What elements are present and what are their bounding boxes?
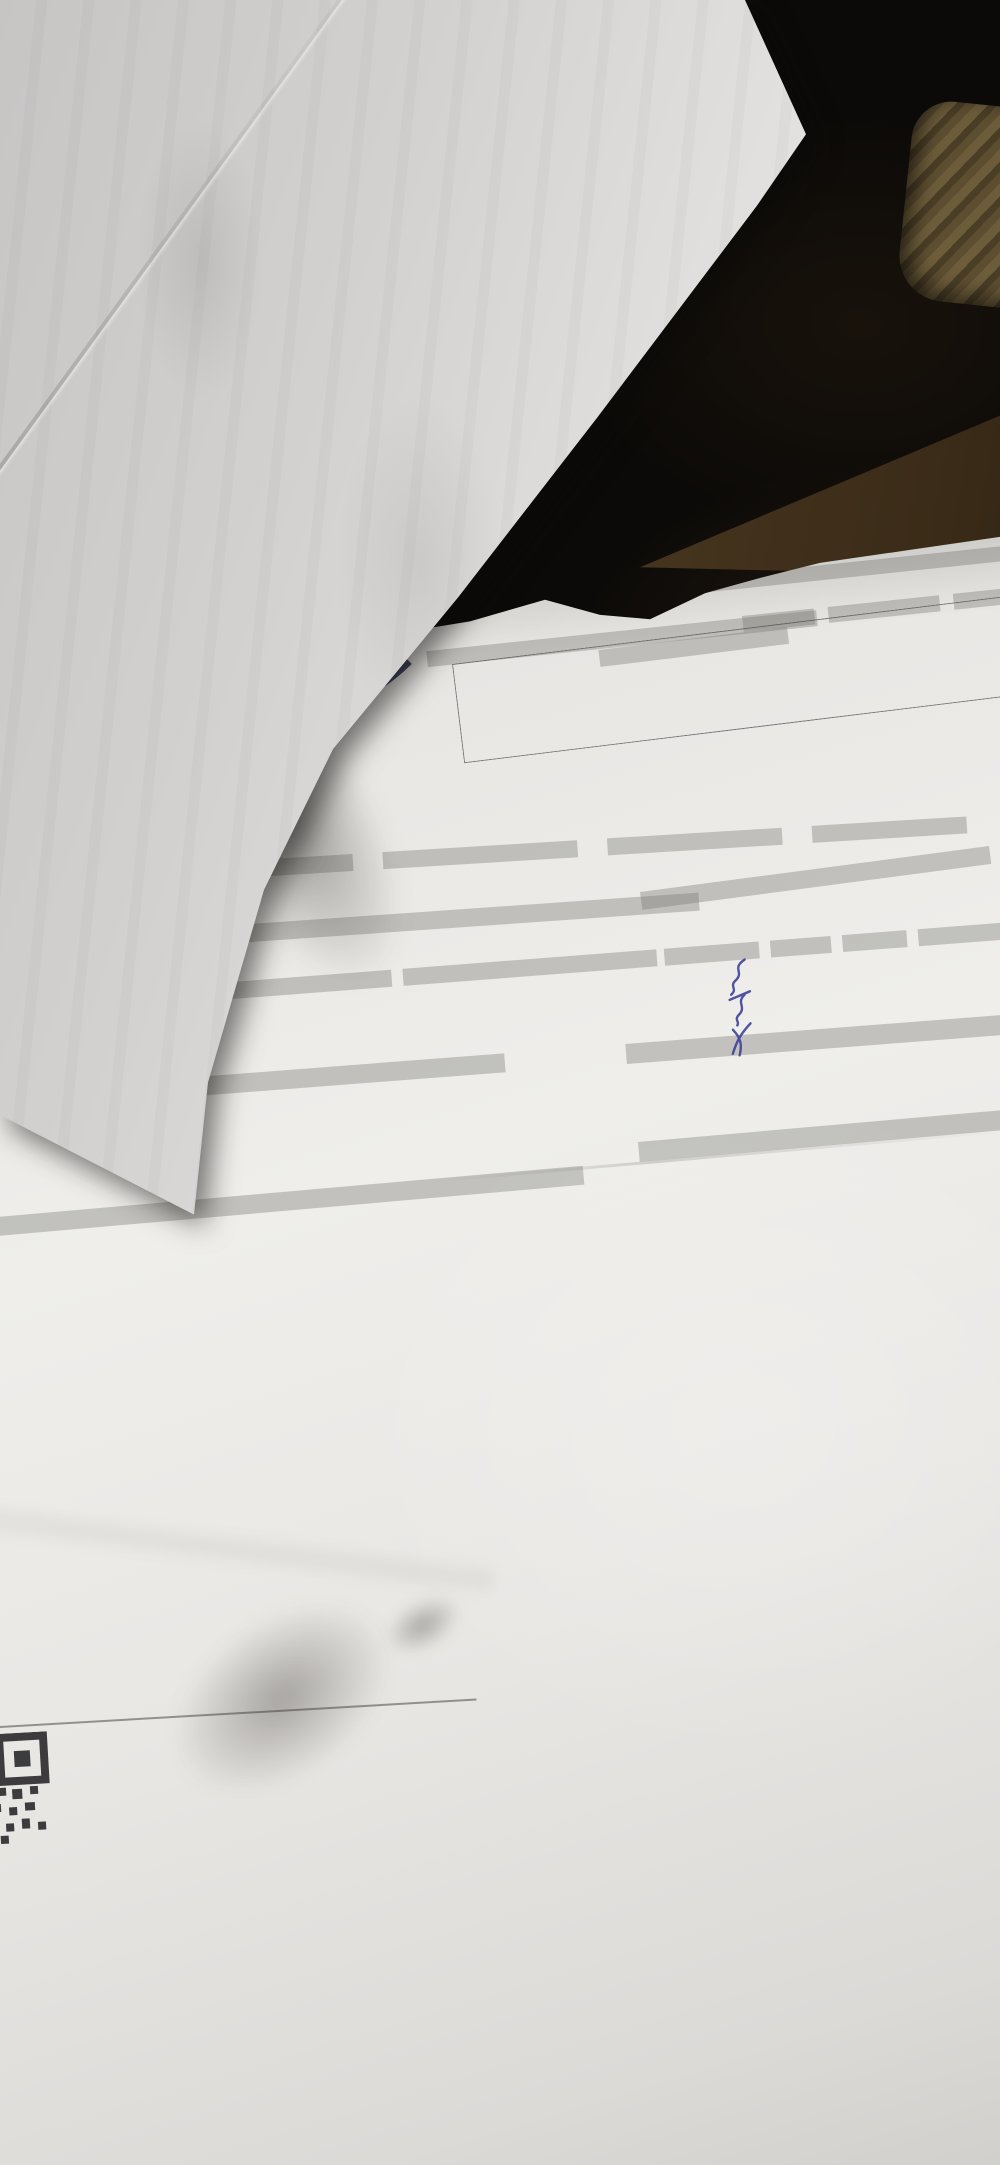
header-rec <box>842 930 908 952</box>
meta-pais <box>607 828 784 878</box>
header-desc <box>770 936 832 958</box>
header-num-iva <box>71 986 184 1012</box>
header-iva <box>132 990 133 1006</box>
totals-under-bar <box>638 1105 1000 1162</box>
header-precio <box>918 920 1000 946</box>
receptor-rut-value <box>550 669 848 706</box>
qr-code-icon <box>0 1731 55 1849</box>
pen-checkmarks-icon <box>714 955 767 1058</box>
paper-crease <box>0 1500 496 1599</box>
header-num <box>121 991 122 1007</box>
